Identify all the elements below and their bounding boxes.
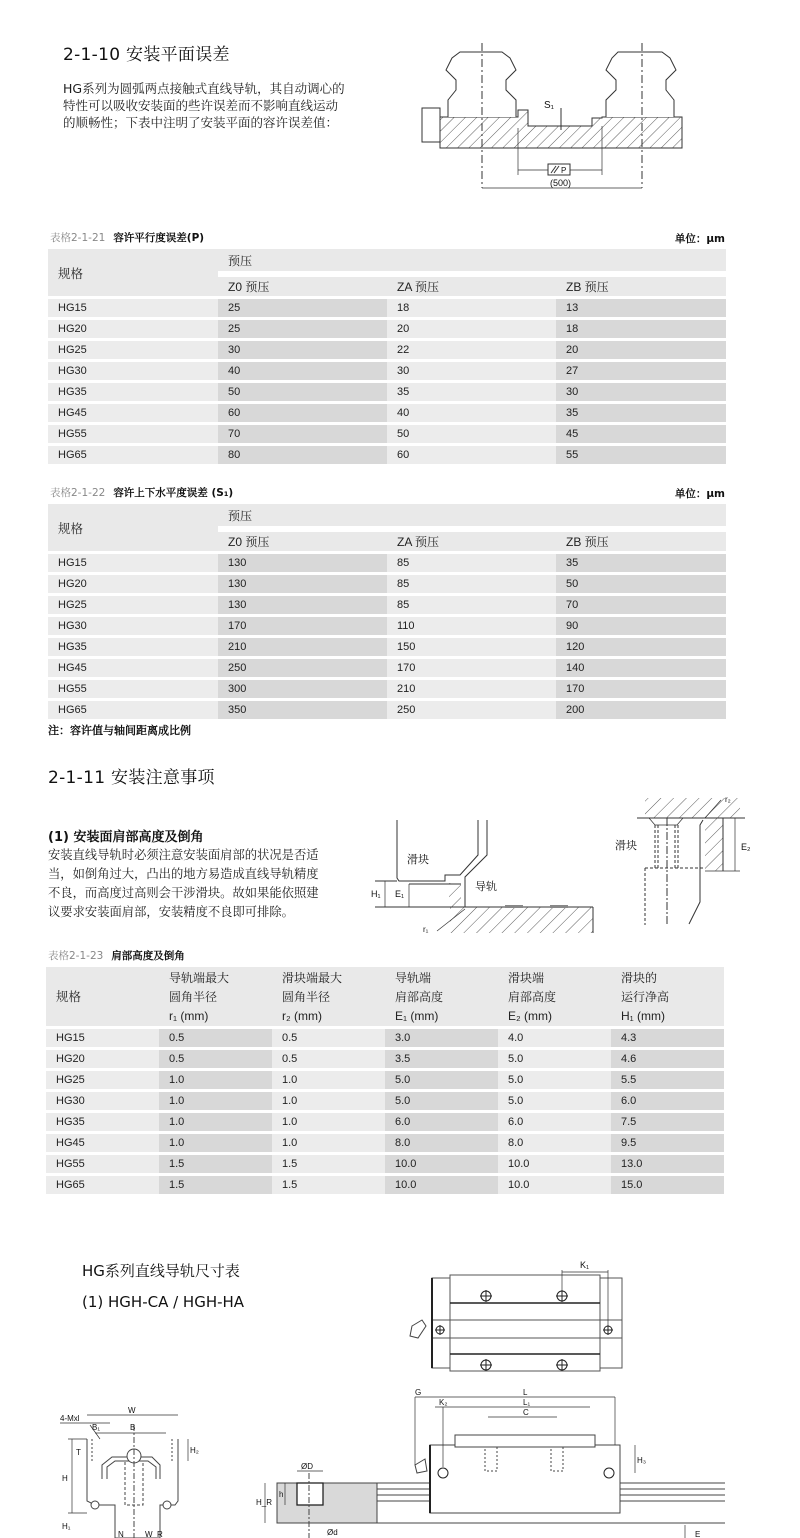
header-line: 圆角半径 (169, 990, 218, 1004)
value-cell: 5.0 (498, 1050, 611, 1068)
value-cell: 7.5 (611, 1113, 724, 1131)
value-cell: 1.5 (272, 1176, 385, 1194)
value-cell: 170 (387, 659, 556, 677)
header-line: 肩部高度 (395, 990, 444, 1004)
value-cell: 8.0 (385, 1134, 498, 1152)
section2-subtitle: (1) 安装面肩部高度及倒角 (48, 830, 204, 845)
header-line: 圆角半径 (282, 990, 331, 1004)
value-cell: 200 (556, 701, 726, 719)
value-cell: 9.5 (611, 1134, 724, 1152)
value-cell: 4.3 (611, 1029, 724, 1047)
header-spec: 规格 (48, 249, 218, 296)
table-row (48, 320, 726, 338)
header-z0: Z0 预压 (218, 529, 387, 551)
h1-label: H₁ (62, 1522, 71, 1531)
value-cell: 20 (556, 341, 726, 359)
paragraph-line: 的顺畅性；下表中注明了安装平面的容许误差值： (63, 115, 339, 130)
table-row (46, 1113, 724, 1131)
k2-label: K₂ (439, 1398, 448, 1407)
table3-number: 表格2-1-23 (48, 950, 104, 962)
spec-cell: HG15 (46, 1029, 159, 1047)
table3 (46, 964, 724, 1197)
value-cell: 25 (218, 299, 387, 317)
rail-label: 导轨 (475, 881, 497, 893)
table1-number: 表格2-1-21 (50, 232, 106, 244)
value-cell: 20 (387, 320, 556, 338)
spec-cell: HG20 (46, 1050, 159, 1068)
spec-cell: HG30 (46, 1092, 159, 1110)
value-cell: 4.6 (611, 1050, 724, 1068)
value-cell: 1.0 (159, 1071, 272, 1089)
header-line: r₁ (mm) (169, 1009, 209, 1023)
header-spec: 规格 (48, 504, 218, 551)
value-cell: 10.0 (385, 1155, 498, 1173)
spec-cell: HG25 (48, 341, 218, 359)
spec-cell: HG25 (46, 1071, 159, 1089)
w-label: W (128, 1406, 136, 1415)
value-cell: 1.5 (272, 1155, 385, 1173)
block-label: 滑块 (615, 840, 637, 852)
value-cell: 0.5 (272, 1050, 385, 1068)
table2 (48, 501, 726, 722)
value-cell: 0.5 (272, 1029, 385, 1047)
value-cell: 170 (218, 617, 387, 635)
spec-cell: HG15 (48, 299, 218, 317)
spec-cell: HG45 (48, 404, 218, 422)
value-cell: 70 (556, 596, 726, 614)
table1 (48, 246, 726, 467)
value-cell: 50 (556, 575, 726, 593)
value-cell: 15.0 (611, 1176, 724, 1194)
header-e1 (385, 967, 498, 1026)
value-cell: 5.0 (498, 1092, 611, 1110)
paragraph-line: 安装直线导轨时必须注意安装面肩部的状况是否适 (48, 848, 319, 862)
spec-cell: HG35 (46, 1113, 159, 1131)
od-label: ØD (301, 1462, 313, 1471)
shoulder-height-rail-diagram (365, 815, 595, 935)
table1-caption (50, 230, 204, 245)
value-cell: 130 (218, 596, 387, 614)
paragraph-line: 议要求安装面肩部，安装精度不良即可排除。 (48, 905, 294, 919)
header-line: r₂ (mm) (282, 1009, 322, 1023)
value-cell: 6.0 (498, 1113, 611, 1131)
l-label: L (523, 1388, 528, 1397)
value-cell: 18 (387, 299, 556, 317)
value-cell: 5.0 (385, 1092, 498, 1110)
header-line: 滑块端 (508, 971, 545, 985)
value-cell: 80 (218, 446, 387, 464)
value-cell: 27 (556, 362, 726, 380)
value-cell: 1.5 (159, 1155, 272, 1173)
value-cell: 25 (218, 320, 387, 338)
section-title-2-1-10: 2-1-10 安装平面误差 (63, 45, 230, 65)
spec-cell: HG55 (48, 680, 218, 698)
header-r2 (272, 967, 385, 1026)
value-cell: 40 (218, 362, 387, 380)
table-row (48, 701, 726, 719)
h3-label: H₃ (637, 1456, 647, 1465)
spec-cell: HG20 (48, 575, 218, 593)
header-preload-group: 预压 (218, 249, 726, 271)
value-cell: 1.0 (272, 1092, 385, 1110)
value-cell: 10.0 (385, 1176, 498, 1194)
wr-label: W_R (145, 1530, 163, 1538)
d-label: Ød (327, 1528, 338, 1537)
value-cell: 5.5 (611, 1071, 724, 1089)
table-row (48, 362, 726, 380)
value-cell: 35 (556, 554, 726, 572)
paragraph-line: 特性可以吸收安装面的些许误差而不影响直线运动 (63, 98, 339, 113)
b1-label: B₁ (92, 1423, 101, 1432)
header-za: ZA 预压 (387, 274, 556, 296)
value-cell: 210 (387, 680, 556, 698)
value-cell: 85 (387, 575, 556, 593)
section3-title: HG系列直线导轨尺寸表 (82, 1262, 240, 1280)
value-cell: 130 (218, 575, 387, 593)
shoulder-height-block-diagram (605, 790, 755, 930)
table2-note: 注：容许值与轴间距离成比例 (48, 724, 191, 737)
value-cell: 6.0 (385, 1113, 498, 1131)
header-line: 滑块的 (621, 971, 658, 985)
c-label: C (523, 1408, 529, 1417)
section1-paragraph (63, 80, 345, 131)
h1-label: H₁ (371, 889, 381, 899)
value-cell: 13 (556, 299, 726, 317)
value-cell: 3.5 (385, 1050, 498, 1068)
header-line: E₁ (mm) (395, 1009, 439, 1023)
spec-cell: HG35 (48, 383, 218, 401)
header-za: ZA 预压 (387, 529, 556, 551)
value-cell: 60 (387, 446, 556, 464)
value-cell: 5.0 (385, 1071, 498, 1089)
table2-number: 表格2-1-22 (50, 487, 106, 499)
spec-cell: HG55 (48, 425, 218, 443)
table1-title: 容许平行度误差(P) (113, 232, 205, 244)
value-cell: 140 (556, 659, 726, 677)
s1-label: S₁ (544, 100, 555, 111)
paragraph-line: HG系列为圆弧两点接触式直线导轨，其自动调心的 (63, 81, 345, 96)
hr-label: H_R (256, 1498, 273, 1507)
section3-subtitle: (1) HGH-CA / HGH-HA (82, 1293, 245, 1311)
n-label: N (118, 1530, 124, 1538)
paragraph-line: 不良，而高度过高则会干涉滑块。故如果能依照建 (48, 886, 319, 900)
value-cell: 35 (387, 383, 556, 401)
l1-label: L₁ (523, 1398, 531, 1407)
table2-title: 容许上下水平度误差 (S₁) (113, 487, 234, 499)
value-cell: 50 (387, 425, 556, 443)
value-cell: 4.0 (498, 1029, 611, 1047)
spec-cell: HG45 (46, 1134, 159, 1152)
value-cell: 30 (556, 383, 726, 401)
value-cell: 10.0 (498, 1155, 611, 1173)
r2-label: r₂ (725, 795, 731, 804)
value-cell: 1.0 (159, 1092, 272, 1110)
value-cell: 350 (218, 701, 387, 719)
spec-cell: HG55 (46, 1155, 159, 1173)
header-preload-group: 预压 (218, 504, 726, 526)
value-cell: 0.5 (159, 1029, 272, 1047)
table-row (48, 596, 726, 614)
value-cell: 300 (218, 680, 387, 698)
table-row (46, 1029, 724, 1047)
value-cell: 55 (556, 446, 726, 464)
table-row (48, 341, 726, 359)
table-row (48, 299, 726, 317)
table-row (48, 575, 726, 593)
value-cell: 5.0 (498, 1071, 611, 1089)
b-label: B (130, 1423, 136, 1432)
table2-caption (50, 485, 233, 500)
value-cell: 90 (556, 617, 726, 635)
value-cell: 45 (556, 425, 726, 443)
paragraph-line: 当，如倒角过大，凸出的地方易造成直线导轨精度 (48, 867, 319, 881)
rail-top-view-diagram (400, 1250, 640, 1380)
h-label: H (62, 1474, 68, 1483)
value-cell: 22 (387, 341, 556, 359)
value-cell: 85 (387, 554, 556, 572)
value-cell: 150 (387, 638, 556, 656)
value-cell: 3.0 (385, 1029, 498, 1047)
dimension-500-label: (500) (550, 178, 572, 188)
r1-label: r₁ (423, 925, 429, 934)
mounting-surface-diagram (420, 38, 705, 193)
value-cell: 8.0 (498, 1134, 611, 1152)
header-line: 滑块端最大 (282, 971, 343, 985)
e2-label: E₂ (741, 842, 751, 852)
table-row (46, 1092, 724, 1110)
spec-cell: HG20 (48, 320, 218, 338)
table-row (46, 1176, 724, 1194)
value-cell: 35 (556, 404, 726, 422)
table3-caption (48, 948, 185, 963)
value-cell: 70 (218, 425, 387, 443)
value-cell: 1.0 (272, 1113, 385, 1131)
table1-unit: 单位：μm (674, 233, 725, 245)
spec-cell: HG25 (48, 596, 218, 614)
header-line: H₁ (mm) (621, 1009, 666, 1023)
header-line: 导轨端 (395, 971, 432, 985)
value-cell: 0.5 (159, 1050, 272, 1068)
value-cell: 85 (387, 596, 556, 614)
value-cell: 1.0 (159, 1134, 272, 1152)
value-cell: 1.0 (159, 1113, 272, 1131)
value-cell: 250 (387, 701, 556, 719)
h-label: h (279, 1490, 284, 1499)
spec-cell: HG35 (48, 638, 218, 656)
value-cell: 1.5 (159, 1176, 272, 1194)
table-row (48, 554, 726, 572)
value-cell: 18 (556, 320, 726, 338)
table-row (48, 425, 726, 443)
k1-label: K₁ (580, 1260, 590, 1270)
mxl-label: 4-Mxl (60, 1414, 80, 1423)
table-row (48, 383, 726, 401)
table-row (46, 1050, 724, 1068)
t-label: T (76, 1448, 81, 1457)
value-cell: 120 (556, 638, 726, 656)
value-cell: 210 (218, 638, 387, 656)
table-row (46, 1134, 724, 1152)
value-cell: 170 (556, 680, 726, 698)
table-row (46, 1155, 724, 1173)
e1-label: E₁ (395, 889, 405, 899)
header-e2 (498, 967, 611, 1026)
header-h1 (611, 967, 724, 1026)
header-zb: ZB 预压 (556, 529, 726, 551)
value-cell: 130 (218, 554, 387, 572)
header-zb: ZB 预压 (556, 274, 726, 296)
value-cell: 13.0 (611, 1155, 724, 1173)
header-line: 运行净高 (621, 990, 670, 1004)
value-cell: 1.0 (272, 1134, 385, 1152)
value-cell: 10.0 (498, 1176, 611, 1194)
table-row (48, 404, 726, 422)
table-row (48, 446, 726, 464)
value-cell: 250 (218, 659, 387, 677)
table3-title: 肩部高度及倒角 (111, 950, 185, 962)
value-cell: 1.0 (272, 1071, 385, 1089)
spec-cell: HG15 (48, 554, 218, 572)
header-spec: 规格 (46, 967, 159, 1026)
header-line: E₂ (mm) (508, 1009, 552, 1023)
table2-unit: 单位：μm (674, 488, 725, 500)
rail-front-view-diagram (60, 1405, 260, 1538)
h2-label: H₂ (190, 1446, 199, 1455)
header-line: 导轨端最大 (169, 971, 230, 985)
e-label: E (695, 1530, 701, 1538)
header-line: 肩部高度 (508, 990, 557, 1004)
value-cell: 110 (387, 617, 556, 635)
table-row (48, 659, 726, 677)
value-cell: 30 (218, 341, 387, 359)
value-cell: 60 (218, 404, 387, 422)
table-row (48, 638, 726, 656)
p-label: P (561, 166, 567, 175)
header-r1 (159, 967, 272, 1026)
spec-cell: HG30 (48, 362, 218, 380)
g-label: G (415, 1388, 422, 1397)
value-cell: 30 (387, 362, 556, 380)
spec-cell: HG65 (48, 446, 218, 464)
header-z0: Z0 预压 (218, 274, 387, 296)
table-row (48, 617, 726, 635)
section2-paragraph (48, 846, 319, 922)
table-row (48, 680, 726, 698)
spec-cell: HG30 (48, 617, 218, 635)
section-title-2-1-11: 2-1-11 安装注意事项 (48, 768, 215, 788)
table-row (46, 1071, 724, 1089)
value-cell: 40 (387, 404, 556, 422)
spec-cell: HG65 (48, 701, 218, 719)
spec-cell: HG65 (46, 1176, 159, 1194)
block-label: 滑块 (407, 854, 429, 866)
value-cell: 6.0 (611, 1092, 724, 1110)
spec-cell: HG45 (48, 659, 218, 677)
value-cell: 50 (218, 383, 387, 401)
rail-side-view-diagram (255, 1385, 725, 1538)
